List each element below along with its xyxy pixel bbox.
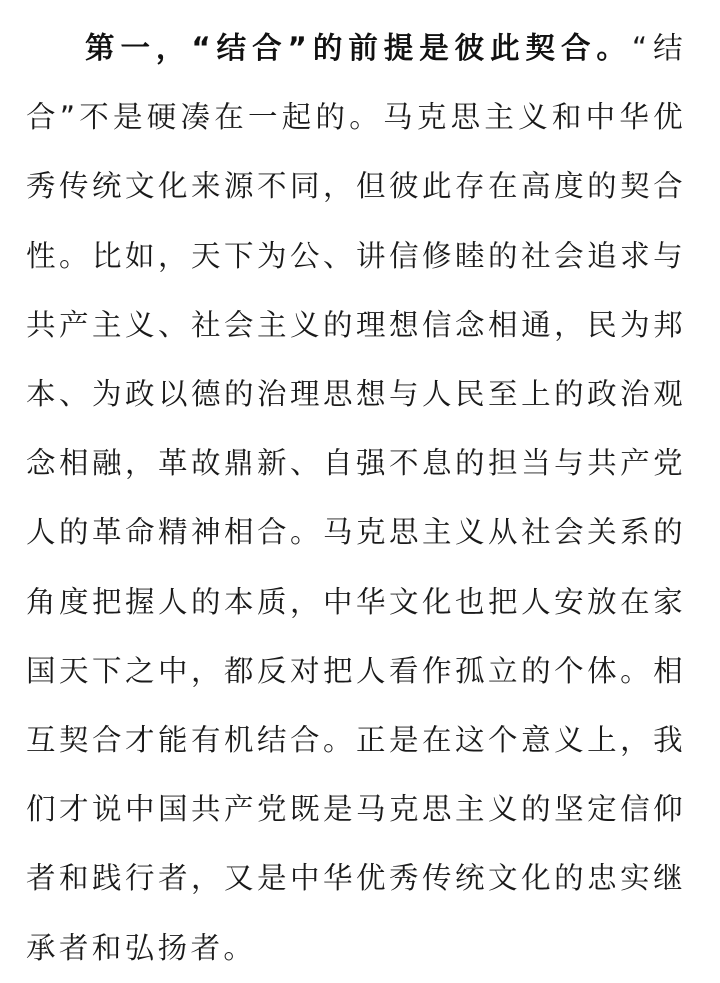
paragraph-body-text: “结合”不是硬凑在一起的。马克思主义和中华优秀传统文化来源不同，但彼此存在高度的契合性。比如，天下为公、讲信修睦的社会追求与共产主义、社会主义的理想信念相通，民为邦本、为政以德的治理思想与人民至上的政治观念相融，革故鼎新、自强不息的担当与共产党人的革命精神相合。马克思主义从社会关系的角度把握人的本质，中华文化也把人安放在家国天下之中，都反对把人看作孤立的个体。相互契合才能有机结合。正是在这个意义上，我们才说中国共产党既是马克思主义的坚定信仰者和践行者，又是中华优秀传统文化的忠实继承者和弘扬者。 — [26, 31, 686, 965]
article-paragraph — [26, 14, 686, 983]
paragraph-lead-sentence: 第一，“结合”的前提是彼此契合。 — [85, 31, 632, 65]
